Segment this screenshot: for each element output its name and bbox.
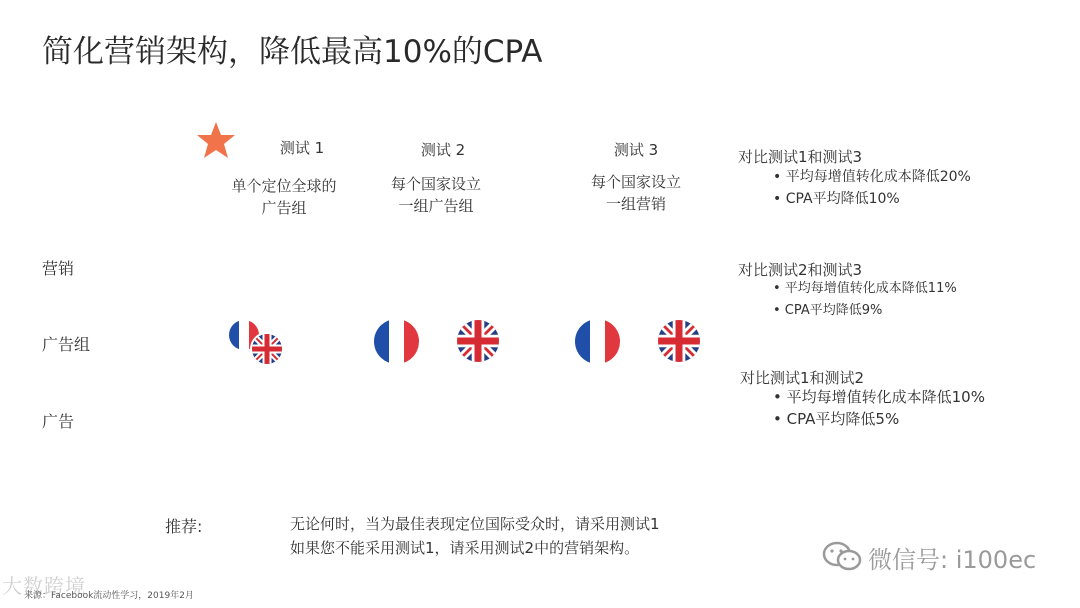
recommendation-text — [290, 512, 660, 560]
comparison-1-bullet-2: • CPA平均降低10% — [773, 191, 900, 207]
comparison-1-title: 对比测试1和测试3 — [738, 148, 863, 166]
test-1-description — [204, 175, 364, 219]
row-label-campaign: 营销 — [42, 259, 75, 278]
test-3-description — [556, 171, 716, 215]
row-label-adset: 广告组 — [42, 335, 91, 354]
test-3-desc-line-2: 一组营销 — [605, 195, 666, 213]
test-2-description — [356, 173, 516, 217]
comparison-2-bullet-2: • CPA平均降低9% — [773, 303, 883, 318]
recommendation-line-2: 如果您不能采用测试1，请采用测试2中的营销架构。 — [290, 539, 640, 557]
comparison-2-bullet-1: • 平均每增值转化成本降低11% — [773, 281, 957, 296]
france-flag-icon — [575, 319, 620, 364]
comparison-3-bullets — [773, 386, 985, 430]
watermark-right: 微信号: i100ec — [868, 546, 1037, 574]
source-note: 来源：Facebook流动性学习，2019年2月 — [24, 591, 194, 601]
comparison-1-bullet-1: • 平均每增值转化成本降低20% — [773, 169, 971, 185]
comparison-3-title: 对比测试1和测试2 — [740, 369, 865, 387]
test-1-label: 测试 1 — [279, 139, 325, 157]
row-label-ad: 广告 — [42, 412, 75, 431]
uk-flag-icon — [457, 320, 499, 362]
comparison-3-bullet-1: • 平均每增值转化成本降低10% — [773, 388, 985, 406]
comparison-3-bullet-2: • CPA平均降低5% — [773, 410, 900, 428]
watermark-left: 大数跨境 — [2, 574, 86, 598]
test-3-label: 测试 3 — [613, 141, 659, 159]
page-title: 简化营销架构，降低最高10%的CPA — [42, 34, 543, 70]
recommendation-line-1: 无论何时，当为最佳表现定位国际受众时，请采用测试1 — [290, 515, 660, 533]
test-3-desc-line-1: 每个国家设立 — [590, 173, 681, 191]
test-2-desc-line-2: 一组广告组 — [398, 197, 474, 215]
uk-flag-icon — [658, 320, 700, 362]
recommendation-label: 推荐: — [165, 517, 203, 536]
test-2-label: 测试 2 — [420, 141, 466, 159]
test-1-desc-line-2: 广告组 — [261, 199, 307, 217]
test-1-desc-line-1: 单个定位全球的 — [231, 177, 337, 195]
test-2-desc-line-1: 每个国家设立 — [390, 175, 481, 193]
star-icon — [196, 120, 236, 160]
uk-flag-icon — [252, 334, 282, 364]
comparison-2-bullets — [773, 278, 957, 322]
comparison-1-bullets — [773, 166, 971, 210]
comparison-2-title: 对比测试2和测试3 — [738, 261, 863, 279]
wechat-icon — [822, 540, 862, 574]
france-flag-icon — [374, 319, 419, 364]
